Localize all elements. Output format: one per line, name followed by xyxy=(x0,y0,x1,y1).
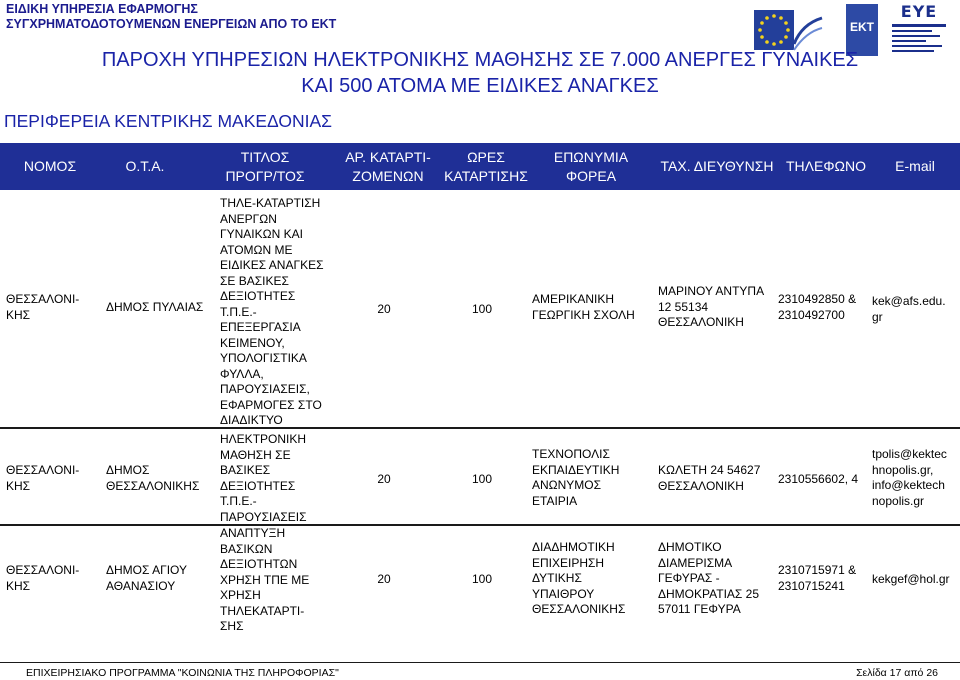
footer-program: ΕΠΙΧΕΙΡΗΣΙΑΚΟ ΠΡΟΓΡΑΜΜΑ "ΚΟΙΝΩΝΙΑ ΤΗΣ ΠΛΗΡΟΦΟΡΙΑΣ" xyxy=(26,667,339,679)
col-header-trainees: ΑΡ. ΚΑΤΑΡΤΙ- ΖΟΜΕΝΩΝ xyxy=(345,148,431,184)
eye-logo-text: ΕΥΕ xyxy=(900,2,938,21)
row3-title: ΑΝΑΠΤΥΞΗ ΒΑΣΙΚΩΝ ΔΕΞΙΟΤΗΤΩΝ ΧΡΗΣΗ ΤΠΕ ΜΕ ΧΡΗΣΗ ΤΗΛΕΚΑΤΑΡΤΙ- ΣΗΣ xyxy=(220,526,310,633)
row2-address: ΚΩΛΕΤΗ 24 54627 ΘΕΣΣΑΛΟΝΙΚΗ xyxy=(658,463,761,493)
ekt-logo-text: ΕΚΤ xyxy=(850,20,874,34)
row2-ota: ΔΗΜΟΣ ΘΕΣΣΑΛΟΝΙΚΗΣ xyxy=(106,463,200,493)
row1-phone: 2310492850 & 2310492700 xyxy=(778,292,857,322)
col-header-address: ΤΑΧ. ΔΙΕΥΘΥΝΣΗ xyxy=(660,158,774,174)
row3-provider: ΔΙΑΔΗΜΟΤΙΚΗ ΕΠΙΧΕΙΡΗΣΗ ΔΥΤΙΚΗΣ ΥΠΑΙΘΡΟΥ ΘΕΣΣΑΛΟΝΙΚΗΣ xyxy=(532,540,626,616)
row2-title: ΗΛΕΚΤΡΟΝΙΚΗ ΜΑΘΗΣΗ ΣΕ ΒΑΣΙΚΕΣ ΔΕΞΙΟΤΗΤΕΣ Τ.Π.Ε.- ΠΑΡΟΥΣΙΑΣΕΙΣ xyxy=(220,432,307,524)
row3-phone: 2310715971 & 2310715241 xyxy=(778,563,857,593)
row3-nomos: ΘΕΣΣΑΛΟΝΙ- ΚΗΣ xyxy=(6,563,80,593)
row1-provider: ΑΜΕΡΙΚΑΝΙΚΗ ΓΕΩΡΓΙΚΗ ΣΧΟΛΗ xyxy=(532,292,635,322)
row3-ota: ΔΗΜΟΣ ΑΓΙΟΥ ΑΘΑΝΑΣΙΟΥ xyxy=(106,563,187,593)
row2-nomos: ΘΕΣΣΑΛΟΝΙ- ΚΗΣ xyxy=(6,463,80,493)
row2-provider: ΤΕΧΝΟΠΟΛΙΣ ΕΚΠΑΙΔΕΥΤΙΚΗ ΑΝΩΝΥΜΟΣ ΕΤΑΙΡΙΑ xyxy=(532,447,620,508)
col-header-ota: Ο.Τ.Α. xyxy=(125,158,165,174)
row1-address: ΜΑΡΙΝΟΥ ΑΝΤΥΠΑ 12 55134 ΘΕΣΣΑΛΟΝΙΚΗ xyxy=(658,284,765,329)
col-header-phone: ΤΗΛΕΦΩΝΟ xyxy=(786,158,866,174)
row3-trainees: 20 xyxy=(377,572,391,586)
footer-page-number: Σελίδα 17 από 26 xyxy=(856,667,938,679)
row2-hours: 100 xyxy=(471,472,493,486)
row1-trainees: 20 xyxy=(377,302,391,316)
eu-stars-icon xyxy=(754,10,794,50)
row3-email: kekgef@hol.gr xyxy=(872,572,950,586)
row1-title: ΤΗΛΕ-ΚΑΤΑΡΤΙΣΗ ΑΝΕΡΓΩΝ ΓΥΝΑΙΚΩΝ ΚΑΙ ΑΤΟΜΩΝ ΜΕ ΕΙΔΙΚΕΣ ΑΝΑΓΚΕΣ ΣΕ ΒΑΣΙΚΕΣ ΔΕΞΙΟΤΗΤΕΣ Τ.Π.Ε.- ΕΠΕΞΕΡΓΑΣΙΑ ΚΕΙΜΕΝΟΥ, ΥΠΟΛΟΓΙΣΤΙΚΑ ΦΥΛΛΑ, ΠΑΡΟΥΣΙΑΣΕΙΣ, ΕΦΑΡΜΟΓΕΣ ΣΤΟ ΔΙΑΔΙΚΤΥΟ xyxy=(220,196,324,427)
row2-phone: 2310556602, 4 xyxy=(778,472,859,486)
organisation-name xyxy=(6,2,336,32)
row-divider xyxy=(0,427,960,429)
table-header xyxy=(0,143,960,190)
row1-ota: ΔΗΜΟΣ ΠΥΛΑΙΑΣ xyxy=(106,300,204,314)
col-header-hours: ΩΡΕΣ ΚΑΤΑΡΤΙΣΗΣ xyxy=(444,148,528,184)
row2-trainees: 20 xyxy=(377,472,391,486)
row3-hours: 100 xyxy=(471,572,493,586)
row-divider xyxy=(0,524,960,526)
organisation-line-1: ΕΙΔΙΚΗ ΥΠΗΡΕΣΙΑ ΕΦΑΡΜΟΓΗΣ xyxy=(6,2,198,16)
organisation-line-2: ΣΥΓΧΡΗΜΑΤΟΔΟΤΟΥΜΕΝΩΝ ΕΝΕΡΓΕΙΩΝ ΑΠΟ ΤΟ ΕΚΤ xyxy=(6,17,337,31)
row1-nomos: ΘΕΣΣΑΛΟΝΙ- ΚΗΣ xyxy=(6,292,80,322)
col-header-provider: ΕΠΩΝΥΜΙΑ ΦΟΡΕΑ xyxy=(553,148,629,184)
col-header-nomos: ΝΟΜΟΣ xyxy=(23,158,77,174)
row3-address: ΔΗΜΟΤΙΚΟ ΔΙΑΜΕΡΙΣΜΑ ΓΕΦΥΡΑΣ - ΔΗΜΟΚΡΑΤΙΑΣ 25 57011 ΓΕΦΥΡΑ xyxy=(658,540,760,616)
page-footer xyxy=(0,662,960,680)
page-title-line-1: ΠΑΡΟΧΗ ΥΠΗΡΕΣΙΩΝ ΗΛΕΚΤΡΟΝΙΚΗΣ ΜΑΘΗΣΗΣ ΣΕ 7.000 ΑΝΕΡΓΕΣ ΓΥΝΑΙΚΕΣ xyxy=(101,49,859,71)
col-header-email: E-mail xyxy=(895,158,935,174)
row1-hours: 100 xyxy=(471,302,493,316)
col-header-title: ΤΙΤΛΟΣ ΠΡΟΓΡ/ΤΟΣ xyxy=(225,148,305,184)
page-title-line-2: ΚΑΙ 500 ΑΤΟΜΑ ΜΕ ΕΙΔΙΚΕΣ ΑΝΑΓΚΕΣ xyxy=(301,75,659,97)
region-heading: ΠΕΡΙΦΕΡΕΙΑ ΚΕΝΤΡΙΚΗΣ ΜΑΚΕΔΟΝΙΑΣ xyxy=(4,111,332,131)
row1-email: kek@afs.edu. gr xyxy=(872,294,946,324)
row2-email: tpolis@kektec hnopolis.gr, info@kektech nopolis.gr xyxy=(872,447,947,508)
